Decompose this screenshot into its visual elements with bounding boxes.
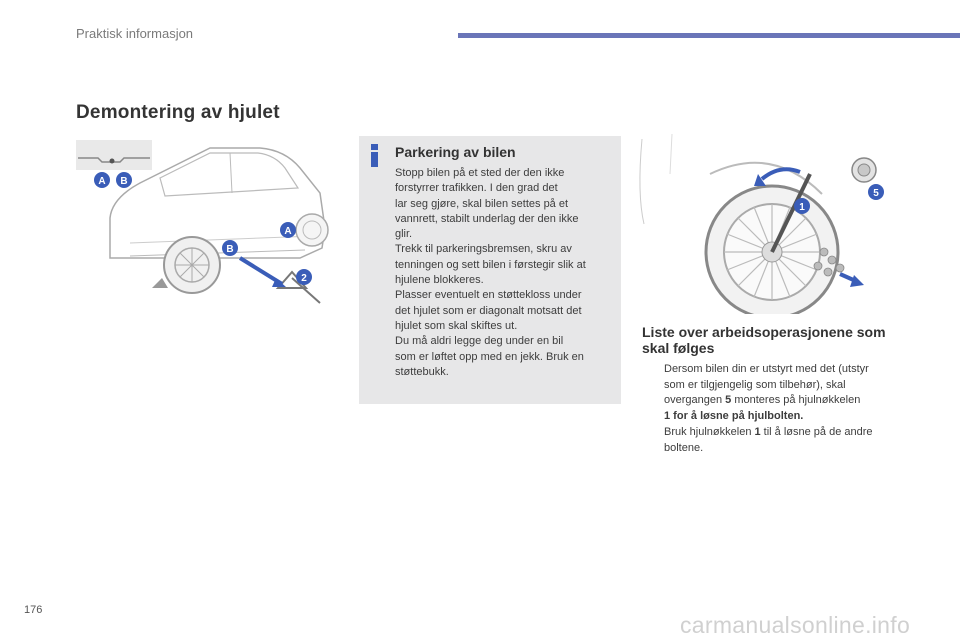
step-ref-number: 1 bbox=[664, 409, 671, 422]
info-box-body bbox=[395, 166, 615, 380]
steps-title: Liste over arbeidsoperasjonene som skal følges bbox=[642, 324, 886, 356]
badge-1: 1 bbox=[799, 202, 805, 213]
info-box-line: som er løftet opp med en jekk. Bruk en bbox=[395, 350, 584, 363]
badge-b-inset: B bbox=[120, 176, 128, 187]
step-item bbox=[642, 362, 904, 424]
step-line bbox=[664, 425, 904, 441]
header-bar bbox=[458, 33, 960, 38]
step-item bbox=[642, 425, 904, 456]
step-ref-number: 1 bbox=[754, 426, 761, 438]
info-box-line: Stopp bilen på et sted der den ikke bbox=[395, 167, 565, 179]
info-icon bbox=[368, 144, 381, 167]
info-box-line: Plasser eventuelt en støttekloss under bbox=[395, 289, 582, 302]
badge-5: 5 bbox=[873, 188, 879, 199]
step-text: til å løsne på de andre bbox=[760, 426, 873, 438]
info-box-line: forstyrrer trafikken. I den grad det bbox=[395, 182, 558, 195]
step-text: som er tilgjengelig som tilbehør), skal bbox=[664, 378, 846, 391]
info-box-line: Du må aldri legge deg under en bil bbox=[395, 335, 564, 348]
info-box-line: støttebukk. bbox=[395, 365, 449, 378]
step-line bbox=[664, 378, 904, 394]
watermark: carmanualsonline.info bbox=[680, 612, 911, 638]
steps-list bbox=[642, 362, 904, 457]
badge-a-car: A bbox=[284, 226, 292, 237]
badge-2: 2 bbox=[301, 273, 307, 284]
badge-b-car: B bbox=[226, 244, 234, 255]
step-line bbox=[664, 409, 904, 425]
car-jack-illustration bbox=[70, 138, 350, 318]
badge-a-inset: A bbox=[98, 176, 106, 187]
step-ref-number: 5 bbox=[725, 394, 732, 406]
info-box-line: Trekk til parkeringsbremsen, skru av bbox=[395, 243, 572, 256]
wheel-removal-illustration bbox=[632, 134, 902, 314]
info-box-line: hjulet som skal skiftes ut. bbox=[395, 319, 518, 332]
step-text: overgangen bbox=[664, 394, 726, 406]
info-box-line: tenningen og sett bilen i førstegir slik at bbox=[395, 258, 586, 271]
info-box-line: det hjulet som er diagonalt motsatt det bbox=[395, 304, 582, 317]
step-text: for å løsne på hjulbolten. bbox=[670, 409, 804, 422]
page-number: 176 bbox=[24, 604, 43, 616]
info-box-line: lar seg gjøre, skal bilen settes på et bbox=[395, 197, 569, 210]
info-box-line: hjulene blokkeres. bbox=[395, 274, 484, 287]
info-box-title: Parkering av bilen bbox=[395, 144, 516, 160]
info-box-line: glir. bbox=[395, 228, 413, 241]
step-text: monteres på hjulnøkkelen bbox=[731, 394, 861, 406]
step-text: Dersom bilen din er utstyrt med det (utstyr bbox=[664, 363, 869, 375]
step-text: boltene. bbox=[664, 441, 704, 454]
step-line bbox=[664, 441, 904, 457]
step-line bbox=[664, 393, 904, 409]
step-text: Bruk hjulnøkkelen bbox=[664, 426, 755, 438]
info-box-line: vannrett, stabilt underlag der den ikke bbox=[395, 212, 579, 225]
info-box bbox=[359, 136, 621, 404]
page-title: Demontering av hjulet bbox=[76, 102, 280, 123]
step-line bbox=[664, 362, 904, 378]
section-header: Praktisk informasjon bbox=[76, 26, 194, 41]
